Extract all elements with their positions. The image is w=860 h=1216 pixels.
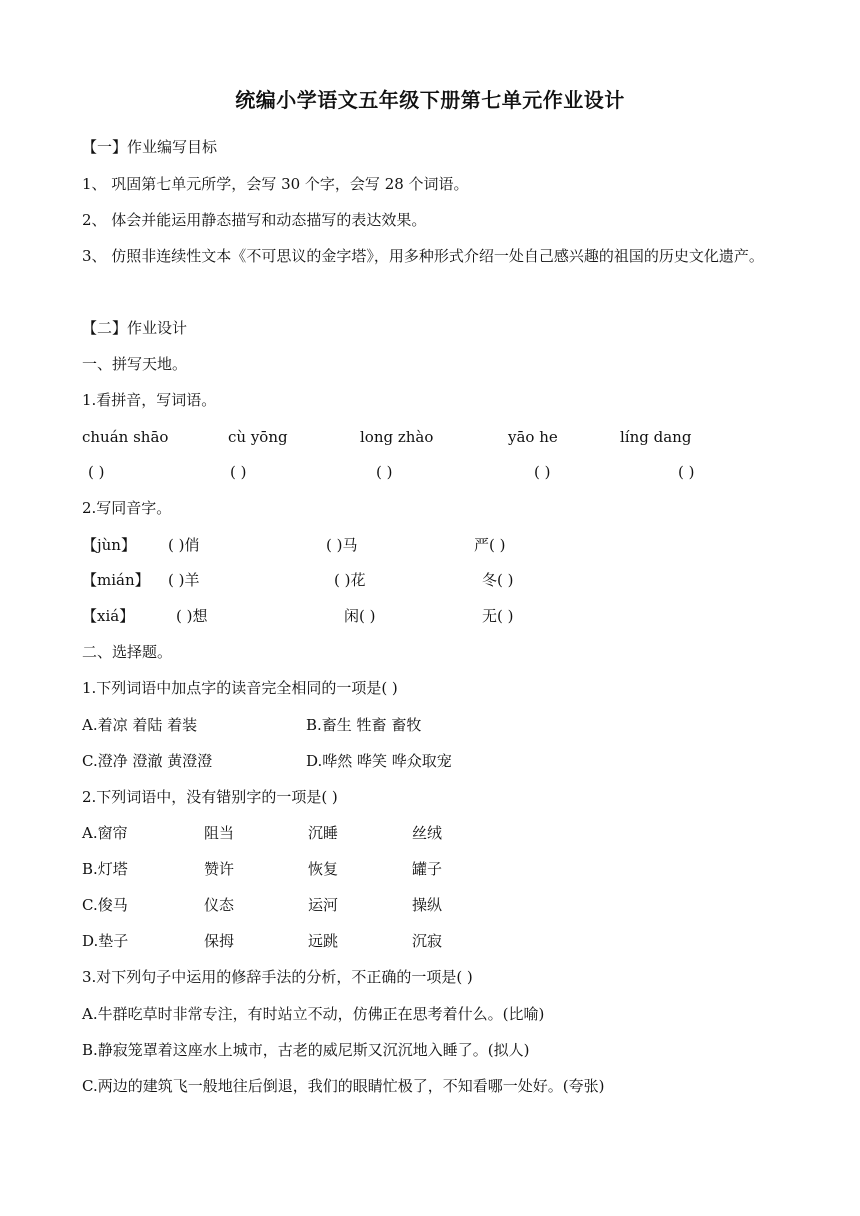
homophone-blank[interactable]: 严( ): [474, 536, 506, 554]
section-heading-design: 【二】作业设计: [82, 319, 188, 337]
option-word: 仪态: [204, 896, 235, 914]
homophone-blank[interactable]: ( )羊: [168, 571, 200, 589]
goal-item: 3、 仿照非连续性文本《不可思议的金字塔》，用多种形式介绍一处自己感兴趣的祖国的历史文化遗产。: [82, 247, 764, 265]
option-a[interactable]: A.窗帘: [82, 824, 128, 842]
option-b[interactable]: B.畜生 牲畜 畜牧: [306, 716, 422, 734]
option-b[interactable]: B.静寂笼罩着这座水上城市，古老的威尼斯又沉沉地入睡了。(拟人): [82, 1041, 530, 1059]
answer-blank[interactable]: ( ): [230, 463, 247, 481]
homophone-label: 【mián】: [82, 571, 150, 589]
option-d[interactable]: D.垫子: [82, 932, 129, 950]
homophone-label: 【jùn】: [82, 536, 136, 554]
pinyin-item: chuán shāo: [82, 428, 169, 446]
part-heading-spelling: 一、拼写天地。: [82, 355, 188, 373]
option-word: 远跳: [308, 932, 339, 950]
option-c[interactable]: C.两边的建筑飞一般地往后倒退，我们的眼睛忙极了，不知看哪一处好。(夸张): [82, 1077, 605, 1095]
section-heading-goals: 【一】作业编写目标: [82, 138, 218, 156]
option-word: 丝绒: [412, 824, 443, 842]
homophone-blank[interactable]: ( )俏: [168, 536, 200, 554]
question-homophone: 2.写同音字。: [82, 499, 172, 517]
question-choice-3: 3.对下列句子中运用的修辞手法的分析，不正确的一项是( ): [82, 968, 473, 986]
homophone-blank[interactable]: ( )想: [176, 607, 208, 625]
goal-item: 1、 巩固第七单元所学，会写 30 个字，会写 28 个词语。: [82, 175, 469, 193]
pinyin-item: líng dang: [620, 428, 692, 446]
option-d[interactable]: D.哗然 哗笑 哗众取宠: [306, 752, 452, 770]
answer-blank[interactable]: ( ): [88, 463, 105, 481]
homophone-blank[interactable]: ( )马: [326, 536, 358, 554]
homophone-blank[interactable]: ( )花: [334, 571, 366, 589]
option-c[interactable]: C.澄净 澄澈 黄澄澄: [82, 752, 213, 770]
option-a[interactable]: A.牛群吃草时非常专注，有时站立不动，仿佛正在思考着什么。(比喻): [82, 1005, 545, 1023]
question-choice-2: 2.下列词语中，没有错别字的一项是( ): [82, 788, 338, 806]
pinyin-item: cù yōng: [228, 428, 288, 446]
question-pinyin: 1.看拼音，写词语。: [82, 391, 217, 409]
option-a[interactable]: A.着凉 着陆 着装: [82, 716, 198, 734]
option-word: 恢复: [308, 860, 339, 878]
option-word: 操纵: [412, 896, 443, 914]
option-word: 沉睡: [308, 824, 339, 842]
pinyin-item: long zhào: [360, 428, 434, 446]
option-word: 保拇: [204, 932, 235, 950]
option-word: 运河: [308, 896, 339, 914]
answer-blank[interactable]: ( ): [534, 463, 551, 481]
homophone-blank[interactable]: 无( ): [482, 607, 514, 625]
goal-item: 2、 体会并能运用静态描写和动态描写的表达效果。: [82, 211, 427, 229]
option-c[interactable]: C.俊马: [82, 896, 128, 914]
answer-blank[interactable]: ( ): [376, 463, 393, 481]
option-word: 沉寂: [412, 932, 443, 950]
option-word: 赞许: [204, 860, 235, 878]
homophone-label: 【xiá】: [82, 607, 135, 625]
part-heading-choice: 二、选择题。: [82, 643, 173, 661]
option-b[interactable]: B.灯塔: [82, 860, 128, 878]
homophone-blank[interactable]: 闲( ): [344, 607, 376, 625]
question-choice-1: 1.下列词语中加点字的读音完全相同的一项是( ): [82, 679, 398, 697]
option-word: 阻当: [204, 824, 235, 842]
answer-blank[interactable]: ( ): [678, 463, 695, 481]
option-word: 罐子: [412, 860, 443, 878]
pinyin-item: yāo he: [508, 428, 558, 446]
page-title: 统编小学语文五年级下册第七单元作业设计: [235, 88, 625, 112]
homophone-blank[interactable]: 冬( ): [482, 571, 514, 589]
